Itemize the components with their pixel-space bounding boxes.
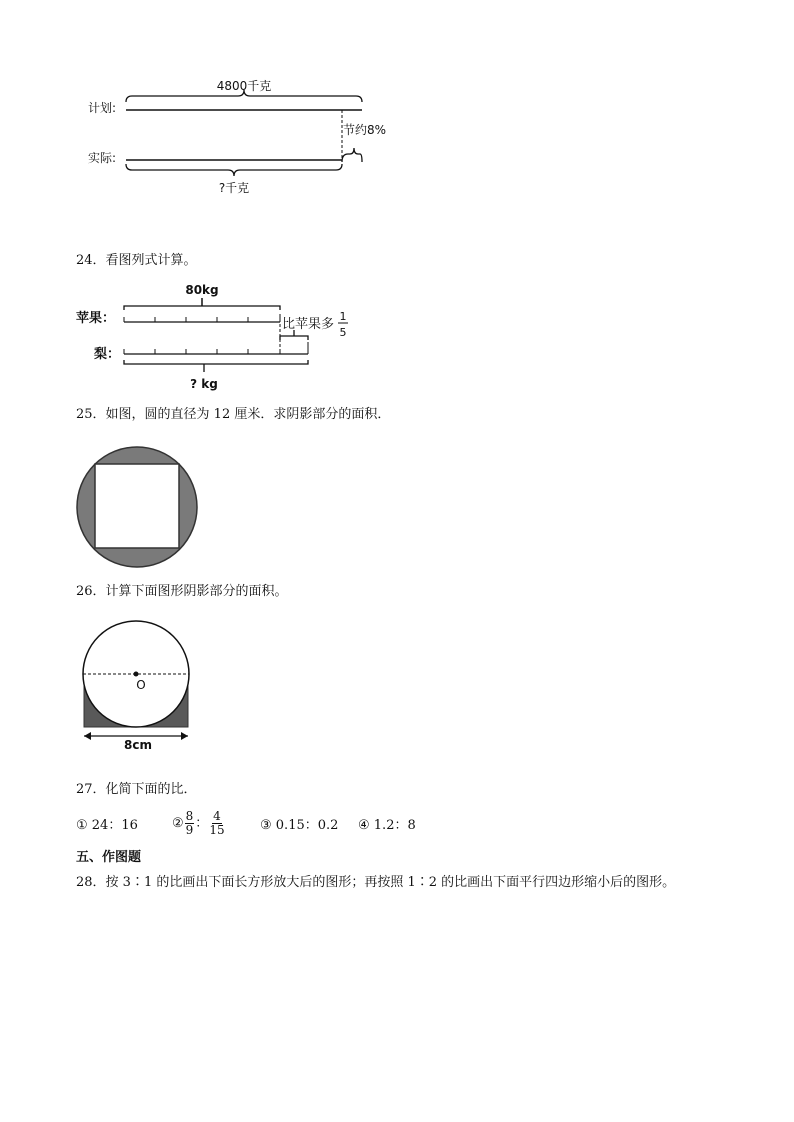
compare-frac-den: 5 <box>339 326 347 339</box>
fraction-8-9 <box>185 810 195 837</box>
actual-label: 实际: <box>88 151 117 165</box>
apple-pear-diagram <box>74 278 364 396</box>
actual-brace <box>126 164 342 176</box>
pear-label: 梨： <box>94 347 121 362</box>
total-brace <box>126 90 362 102</box>
question-26-text: 26．计算下面图形阴影部分的面积。 <box>76 584 288 599</box>
question-28-text: 28．按 3∶1 的比画出下面长方形放大后的图形；再按照 1∶2 的比画出下面平行四边形缩小后的图形。 <box>76 875 676 890</box>
question-25-text: 25．如图，圆的直径为 12 厘米．求阴影部分的面积． <box>76 407 391 422</box>
unknown-weight-label: ?千克 <box>218 181 250 195</box>
fraction-denominator: 9 <box>185 823 194 837</box>
circle-rectangle-figure <box>78 614 196 750</box>
ratio-item-4: ④ 1.2：8 <box>358 818 416 833</box>
total-weight-label: 4800千克 <box>216 79 272 93</box>
plan-actual-diagram <box>80 70 387 200</box>
fraction-numerator: 4 <box>213 809 221 823</box>
width-label: 8cm <box>124 738 152 752</box>
saving-label: 节约8% <box>343 123 387 137</box>
apple-bar-ticks <box>124 317 280 322</box>
width-arrow-left <box>84 732 91 740</box>
center-label: O <box>136 678 146 692</box>
ratio-item-3: ③ 0.15：0.2 <box>260 818 339 833</box>
ratio-item-2 <box>172 810 225 837</box>
center-point <box>134 672 139 677</box>
fraction-numerator: 8 <box>185 809 194 823</box>
section-title: 五、作图题 <box>76 850 142 865</box>
apple-total-brace <box>124 306 280 310</box>
saving-brace <box>342 148 362 162</box>
compare-frac-num: 1 <box>339 310 347 323</box>
fraction-denominator: 15 <box>209 823 225 837</box>
apple-label: 苹果： <box>76 311 116 326</box>
ratio-item-2-prefix: ② <box>172 815 184 831</box>
pear-total-brace <box>124 360 308 372</box>
width-arrow-right <box>181 732 188 740</box>
pear-unknown-label: ? kg <box>190 377 218 391</box>
inscribed-square <box>95 464 179 548</box>
pear-bar-ticks <box>124 349 280 354</box>
question-24-text: 24．看图列式计算。 <box>76 253 197 268</box>
question-27-text: 27．化简下面的比． <box>76 782 197 797</box>
circle-square-figure <box>74 444 200 570</box>
plan-label: 计划: <box>88 101 117 115</box>
total-80kg-label: 80kg <box>185 283 219 297</box>
compare-label: 比苹果多 <box>282 317 335 332</box>
ratio-item-1: ① 24：16 <box>76 818 138 833</box>
ratio-separator: ： <box>195 815 209 831</box>
fraction-4-15 <box>209 810 224 837</box>
